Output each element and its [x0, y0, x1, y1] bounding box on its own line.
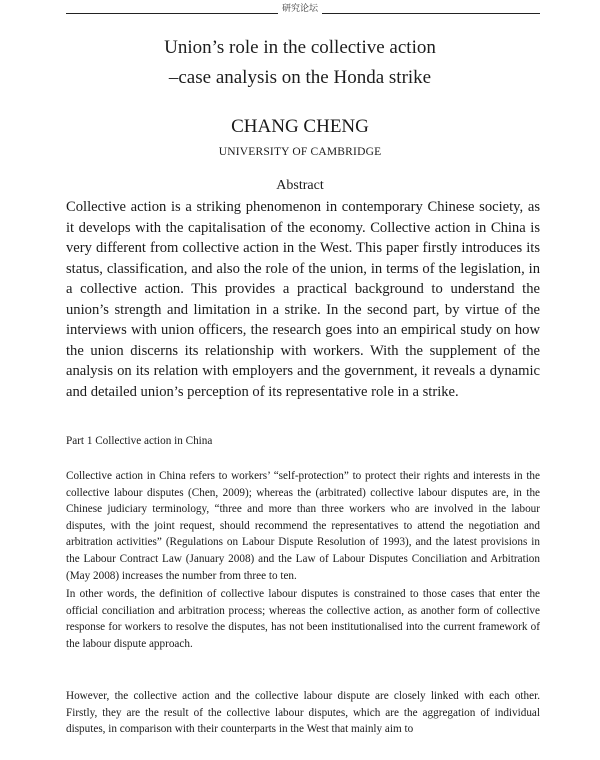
body-paragraph-2: In other words, the definition of collective labour disputes is constrained to those cases that enter the official conciliation and arbitration process; whereas the collective action, as another form of collective response for workers to resolve the disputes, has not been institutionalised into the current framework of the labour dispute approach.	[66, 588, 540, 650]
running-header-text: 研究论坛	[278, 4, 322, 14]
paper-title-line-2: –case analysis on the Honda strike	[168, 67, 432, 88]
paper-title-line-1: Union’s role in the collective action	[164, 37, 436, 58]
author-affiliation: UNIVERSITY OF CAMBRIDGE	[218, 146, 382, 158]
abstract-text: Collective action is a striking phenomenon in contemporary Chinese society, as it develops with the capitalisation of the economy. Collective action in China is very different from collective action in the West. This paper firstly introduces its status, classification, and also the role of the union, in terms of the legislation, in a collective action. This provides a practical background to understand the union’s strength and limitation in a strike. In the second part, by virtue of the interviews with union officers, the research goes into an empirical study on how the union discerns its relationship with workers. With the supplement of the analysis on its relation with employers and the government, it reveals a dynamic and detailed union’s perception of its representative role in a strike.	[66, 199, 540, 400]
body-paragraph-3: However, the collective action and the collective labour dispute are closely linked with each other. Firstly, they are the result of the collective labour disputes, which are the aggregation of individual disputes, in comparison with their counterparts in the West that mainly aim to	[66, 690, 540, 736]
running-header	[0, 1, 600, 14]
abstract-heading: Abstract	[276, 178, 324, 193]
body-paragraph-1: Collective action in China refers to workers’ “self-protection” to protect their rights and interests in the collective labour disputes (Chen, 2009); whereas the (arbitrated) collective labour disputes are, in the Chinese judiciary terminology, “three and more than three workers who are involved in the labour disputes, with the joint request, should recommend the representatives to attend the negotiation and arbitration activities” (Regulations on Labour Dispute Resolution of 1993), and the latest provisions in the Labour Contract Law (January 2008) and the Law of Labour Disputes Conciliation and Arbitration (May 2008) increases the number from three to ten.	[66, 470, 540, 582]
section-heading: Part 1 Collective action in China	[66, 435, 213, 447]
author-name: CHANG CHENG	[231, 116, 369, 137]
